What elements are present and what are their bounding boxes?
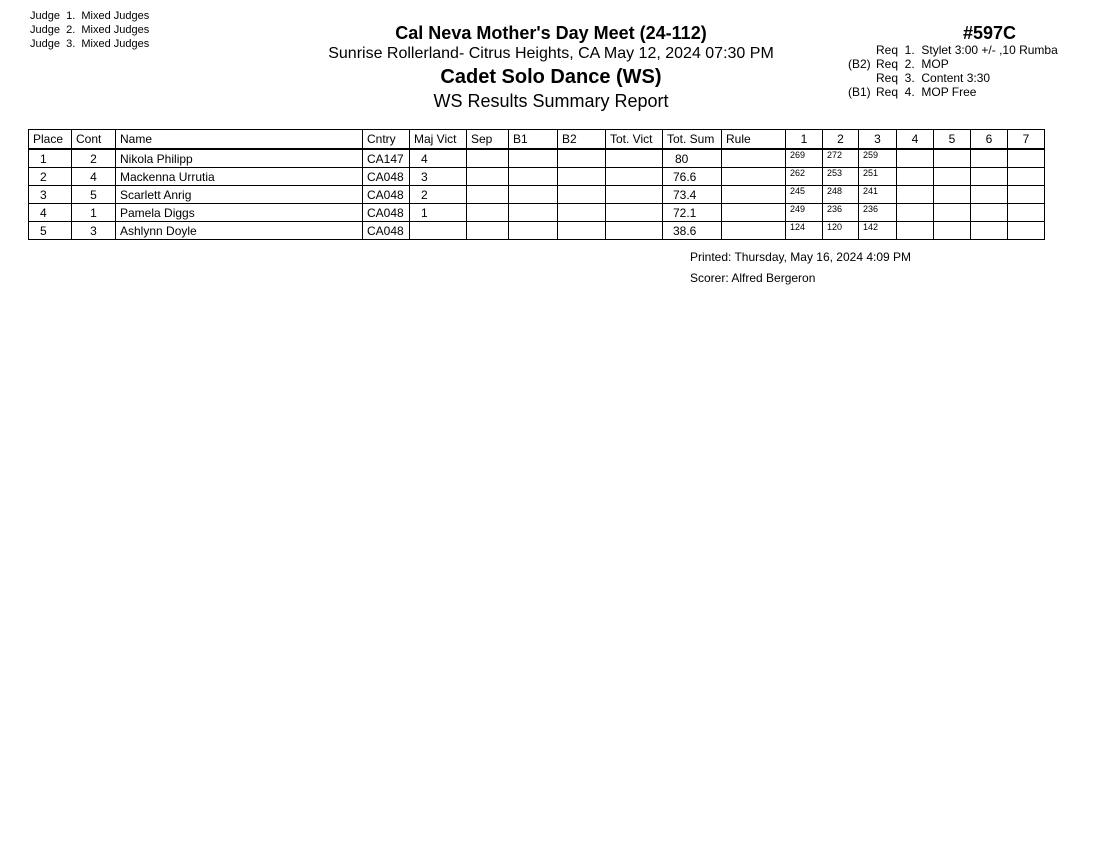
- cell-judge-6: [971, 222, 1008, 240]
- event-title: Cadet Solo Dance (WS): [440, 66, 662, 88]
- table-row: [29, 149, 1045, 168]
- cell-b1: [509, 149, 558, 168]
- cell-b2: [558, 168, 606, 186]
- judge-line: Judge 1. Mixed Judges: [30, 10, 150, 22]
- cell-judge-5: [934, 186, 971, 204]
- table-row: [29, 168, 1045, 186]
- cell-b1: [509, 204, 558, 222]
- table-row: [29, 222, 1045, 240]
- cell-judge-2: 120: [823, 222, 859, 240]
- cell-sep: [467, 222, 509, 240]
- col-header-judge-4: 4: [897, 130, 934, 150]
- requirement-row: [848, 43, 1058, 57]
- cell-name: Ashlynn Doyle: [116, 222, 363, 240]
- cell-tot-vict: [606, 149, 663, 168]
- cell-tot-sum: 38.6: [663, 222, 722, 240]
- requirement-text: Req 1. Stylet 3:00 +/- ,10 Rumba: [876, 43, 1058, 57]
- cell-judge-1: 245: [786, 186, 823, 204]
- cell-sep: [467, 204, 509, 222]
- requirement-prefix: [848, 43, 876, 57]
- cell-name: Mackenna Urrutia: [116, 168, 363, 186]
- table-row: [29, 204, 1045, 222]
- cell-sep: [467, 168, 509, 186]
- cell-judge-4: [897, 222, 934, 240]
- col-header-sep: Sep: [467, 130, 509, 150]
- cell-judge-4: [897, 149, 934, 168]
- cell-tot-sum: 80: [663, 149, 722, 168]
- col-header-tot-sum: Tot. Sum: [663, 130, 722, 150]
- cell-judge-6: [971, 204, 1008, 222]
- cell-maj-vict: 3: [410, 168, 467, 186]
- cell-cont: 3: [72, 222, 116, 240]
- cell-tot-sum: 76.6: [663, 168, 722, 186]
- cell-rule: [722, 204, 786, 222]
- table-row: [29, 186, 1045, 204]
- cell-name: Scarlett Anrig: [116, 186, 363, 204]
- cell-place: 2: [29, 168, 72, 186]
- cell-cntry: CA147: [363, 149, 410, 168]
- cell-b2: [558, 186, 606, 204]
- col-header-tot-vict: Tot. Vict: [606, 130, 663, 150]
- cell-judge-6: [971, 149, 1008, 168]
- cell-judge-2: 248: [823, 186, 859, 204]
- cell-rule: [722, 168, 786, 186]
- col-header-judge-3: 3: [859, 130, 897, 150]
- cell-tot-sum: 72.1: [663, 204, 722, 222]
- cell-maj-vict: 4: [410, 149, 467, 168]
- col-header-b1: B1: [509, 130, 558, 150]
- cell-judge-7: [1008, 222, 1045, 240]
- cell-judge-2: 272: [823, 149, 859, 168]
- cell-judge-4: [897, 204, 934, 222]
- requirement-row: [848, 71, 1058, 85]
- cell-place: 4: [29, 204, 72, 222]
- cell-judge-3: 251: [859, 168, 897, 186]
- cell-maj-vict: [410, 222, 467, 240]
- cell-maj-vict: 1: [410, 204, 467, 222]
- cell-sep: [467, 186, 509, 204]
- cell-cont: 2: [72, 149, 116, 168]
- cell-place: 1: [29, 149, 72, 168]
- cell-name: Nikola Philipp: [116, 149, 363, 168]
- requirement-prefix: (B2): [848, 57, 871, 71]
- cell-cntry: CA048: [363, 186, 410, 204]
- cell-judge-4: [897, 186, 934, 204]
- cell-b1: [509, 168, 558, 186]
- cell-judge-3: 142: [859, 222, 897, 240]
- cell-tot-vict: [606, 168, 663, 186]
- cell-maj-vict: 2: [410, 186, 467, 204]
- col-header-judge-1: 1: [786, 130, 823, 150]
- cell-judge-7: [1008, 149, 1045, 168]
- cell-tot-sum: 73.4: [663, 186, 722, 204]
- cell-cont: 4: [72, 168, 116, 186]
- cell-judge-6: [971, 186, 1008, 204]
- meet-title: Cal Neva Mother's Day Meet (24-112): [395, 23, 707, 43]
- col-header-cont: Cont: [72, 130, 116, 150]
- cell-cntry: CA048: [363, 222, 410, 240]
- printed-timestamp: Printed: Thursday, May 16, 2024 4:09 PM: [690, 250, 912, 264]
- table-header-row: [29, 130, 1045, 150]
- cell-judge-1: 249: [786, 204, 823, 222]
- col-header-cntry: Cntry: [363, 130, 410, 150]
- requirement-text: Req 4. MOP Free: [876, 85, 977, 99]
- col-header-rule: Rule: [722, 130, 786, 150]
- cell-b1: [509, 186, 558, 204]
- cell-sep: [467, 149, 509, 168]
- cell-rule: [722, 186, 786, 204]
- cell-cntry: CA048: [363, 204, 410, 222]
- cell-judge-3: 259: [859, 149, 897, 168]
- cell-b2: [558, 149, 606, 168]
- cell-cntry: CA048: [363, 168, 410, 186]
- results-table: [28, 129, 1045, 240]
- cell-b2: [558, 222, 606, 240]
- cell-place: 5: [29, 222, 72, 240]
- report-header: [300, 22, 802, 113]
- requirement-prefix: [848, 71, 876, 85]
- cell-judge-5: [934, 149, 971, 168]
- cell-judge-4: [897, 168, 934, 186]
- cell-judge-1: 262: [786, 168, 823, 186]
- cell-judge-2: 236: [823, 204, 859, 222]
- cell-place: 3: [29, 186, 72, 204]
- requirement-row: [848, 57, 1058, 71]
- cell-judge-7: [1008, 186, 1045, 204]
- judges-list: [30, 9, 149, 51]
- cell-name: Pamela Diggs: [116, 204, 363, 222]
- col-header-place: Place: [29, 130, 72, 150]
- cell-judge-5: [934, 168, 971, 186]
- cell-tot-vict: [606, 186, 663, 204]
- cell-b2: [558, 204, 606, 222]
- requirement-text: Req 2. MOP: [876, 57, 949, 71]
- event-number: #597C: [963, 23, 1017, 43]
- requirement-row: [848, 85, 1058, 99]
- cell-tot-vict: [606, 204, 663, 222]
- meet-location: Sunrise Rollerland- Citrus Heights, CA May 12, 2024 07:30 PM: [328, 45, 774, 62]
- cell-judge-1: 269: [786, 149, 823, 168]
- cell-cont: 5: [72, 186, 116, 204]
- cell-tot-vict: [606, 222, 663, 240]
- cell-judge-2: 253: [823, 168, 859, 186]
- col-header-judge-5: 5: [934, 130, 971, 150]
- judge-line: Judge 3. Mixed Judges: [30, 38, 150, 50]
- col-header-name: Name: [116, 130, 363, 150]
- requirement-prefix: (B1): [848, 85, 871, 99]
- report-title: WS Results Summary Report: [433, 91, 669, 111]
- col-header-judge-2: 2: [823, 130, 859, 150]
- cell-judge-7: [1008, 168, 1045, 186]
- cell-b1: [509, 222, 558, 240]
- cell-judge-7: [1008, 204, 1045, 222]
- cell-judge-5: [934, 204, 971, 222]
- cell-cont: 1: [72, 204, 116, 222]
- col-header-judge-6: 6: [971, 130, 1008, 150]
- cell-judge-6: [971, 168, 1008, 186]
- cell-rule: [722, 222, 786, 240]
- requirements-list: [848, 43, 1058, 99]
- col-header-b2: B2: [558, 130, 606, 150]
- cell-judge-1: 124: [786, 222, 823, 240]
- scorer-name: Scorer: Alfred Bergeron: [690, 271, 816, 285]
- col-header-maj-vict: Maj Vict: [410, 130, 467, 150]
- judge-line: Judge 2. Mixed Judges: [30, 24, 150, 36]
- cell-judge-3: 241: [859, 186, 897, 204]
- cell-judge-5: [934, 222, 971, 240]
- cell-judge-3: 236: [859, 204, 897, 222]
- col-header-judge-7: 7: [1008, 130, 1045, 150]
- requirement-text: Req 3. Content 3:30: [876, 71, 991, 85]
- cell-rule: [722, 149, 786, 168]
